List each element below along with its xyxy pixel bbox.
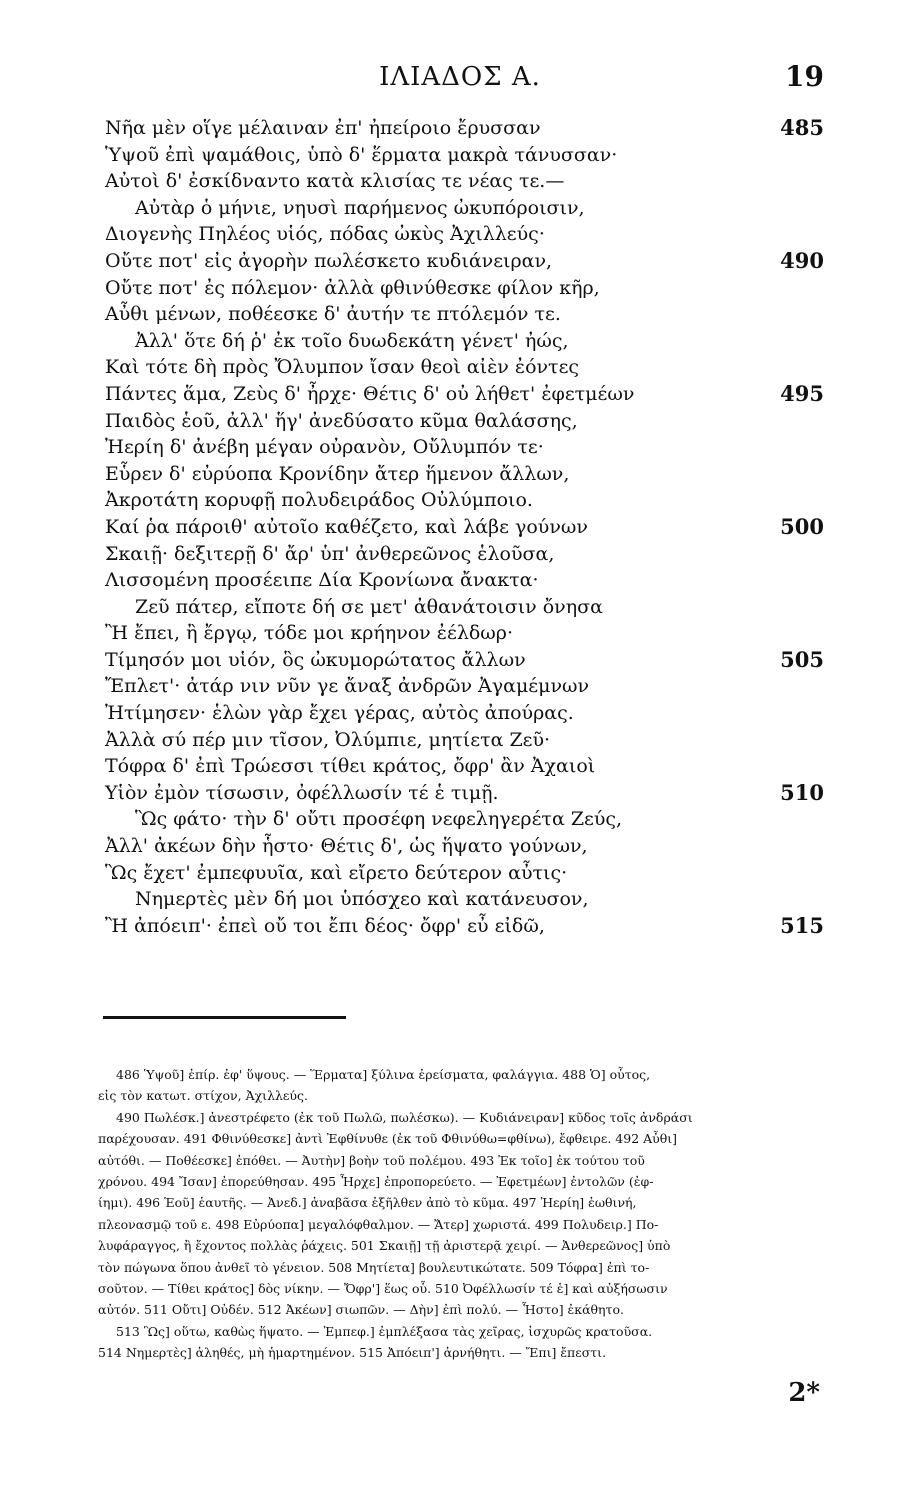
footnote-line: 514 Νημερτὲς] ἀληθές, μὴ ἡμαρτημένον. 515 Ἀπόειπ'] ἀρνήθητι. — Ἔπι] ἔπεστι.	[98, 1345, 607, 1361]
footnote-line: εἰς τὸν κατωτ. στίχον, Ἀχιλλεύς.	[98, 1088, 308, 1104]
verse-block	[0, 115, 920, 939]
footnote-line: 490 Πωλέσκ.] ἀνεστρέφετο (ἐκ τοῦ Πωλῶ, πωλέσκω). — Κυδιάνειραν] κῦδος τοῖς ἀνδράσι	[116, 1109, 693, 1125]
verse-line	[0, 115, 920, 142]
verse-line	[0, 753, 920, 780]
verse-text: Οὔτε ποτ' ἐς πόλεμον· ἀλλὰ φθινύθεσκε φίλον κῆρ,	[105, 276, 600, 299]
verse-text: Ὣς ἔχετ' ἐμπεφυυῖα, καὶ εἴρετο δεύτερον αὖτις·	[105, 861, 568, 884]
verse-line	[0, 886, 920, 913]
verse-text: Σκαιῇ· δεξιτερῇ δ' ἄρ' ὑπ' ἀνθερεῶνος ἑλοῦσα,	[105, 542, 555, 565]
running-title: ΙΛΙΑΔΟΣ Α.	[379, 62, 541, 92]
verse-text: Παιδὸς ἑοῦ, ἀλλ' ἥγ' ἀνεδύσατο κῦμα θαλάσσης,	[105, 409, 578, 432]
footnote-line: ίημι). 496 Ἑοῦ] ἑαυτῆς. — Ἀνεδ.] ἀναβᾶσα ἐξῆλθεν ἀπὸ τὸ κῦμα. 497 Ἠερίη] ἑωθινή,	[98, 1195, 637, 1211]
verse-text: Οὔτε ποτ' εἰς ἀγορὴν πωλέσκετο κυδιάνειραν,	[105, 249, 553, 272]
verse-line	[0, 434, 920, 461]
verse-line	[0, 221, 920, 248]
verse-line	[0, 673, 920, 700]
verse-line	[0, 168, 920, 195]
footnote-line: 513 Ὣς] οὕτω, καθὼς ἥψατο. — Ἐμπεφ.] ἐμπλέξασα τὰς χεῖρας, ἰσχυρῶς κρατοῦσα.	[116, 1323, 653, 1339]
verse-text: Αὐτοὶ δ' ἐσκίδναντο κατὰ κλισίας τε νέας τε.—	[105, 170, 565, 193]
line-number: 490	[780, 247, 824, 273]
line-number: 515	[780, 912, 824, 938]
verse-line	[0, 567, 920, 594]
verse-text: Εὗρεν δ' εὐρύοπα Κρονίδην ἄτερ ἥμενον ἄλλων,	[105, 462, 570, 485]
verse-text: Ὑψοῦ ἐπὶ ψαμάθοις, ὑπὸ δ' ἕρματα μακρὰ τάνυσσαν·	[105, 143, 618, 166]
verse-text: Νῆα μὲν οἵγε μέλαιναν ἐπ' ἠπείροιο ἔρυσσαν	[105, 117, 541, 139]
verse-text: Ζεῦ πάτερ, εἴποτε δή σε μετ' ἀθανάτοισιν ὄνησα	[135, 595, 603, 618]
verse-line	[0, 301, 920, 328]
footnote-line: παρέχουσαν. 491 Φθινύθεσκε] ἀντὶ Ἐφθίνυθε (ἐκ τοῦ Φθινύθω=φθίνω), ἔφθειρε. 492 Αὖθι]	[98, 1131, 678, 1147]
verse-line	[0, 541, 920, 568]
verse-text: Ἢ ἔπει, ἢ ἔργῳ, τόδε μοι κρήηνον ἐέλδωρ·	[105, 622, 513, 645]
footnote-line: λυφάραγγος, ἢ ἔχοντος πολλὰς ῥάχεις. 501 Σκαιῇ] τῇ ἀριστερᾷ χειρί. — Ἀνθερεῶνος] ὑπὸ	[98, 1238, 671, 1254]
footnote-rule	[103, 1016, 346, 1019]
verse-text: Ἀκροτάτη κορυφῇ πολυδειράδος Οὐλύμποιο.	[105, 489, 533, 512]
footnote-line: πλεονασμῷ τοῦ ε. 498 Εὐρύοπα] μεγαλόφθαλμον. — Ἄτερ] χωριστά. 499 Πολυδειρ.] Πο-	[98, 1216, 659, 1232]
verse-line	[0, 700, 920, 727]
verse-line	[0, 860, 920, 887]
verse-line	[0, 833, 920, 860]
verse-text: Νημερτὲς μὲν δή μοι ὑπόσχεο καὶ κατάνευσον,	[135, 888, 589, 911]
verse-line	[0, 195, 920, 222]
footnotes-block	[98, 1064, 798, 1363]
footnote-line: σοῦτον. — Τίθει κράτος] δὸς νίκην. — Ὄφρ'] ἕως οὗ. 510 Ὀφέλλωσίν τέ ἑ] καὶ αὐξήσωσιν	[98, 1280, 668, 1296]
verse-line	[0, 727, 920, 754]
verse-line	[0, 647, 920, 674]
verse-text: Καὶ τότε δὴ πρὸς Ὄλυμπον ἴσαν θεοὶ αἰὲν ἐόντες	[105, 356, 580, 379]
footnote-line: 486 Ὑψοῦ] ἐπίρ. ἐφ' ὕψους. — Ἕρματα] ξύλινα ἐρείσματα, φαλάγγια. 488 Ὁ] οὗτος,	[116, 1067, 651, 1082]
line-number: 510	[780, 779, 824, 805]
verse-line	[0, 328, 920, 355]
footnote-line: τὸν πώγωνα ὅπου ἀνθεῖ τὸ γένειον. 508 Μητίετα] βουλευτικώτατε. 509 Τόφρα] ἐπὶ το-	[98, 1259, 650, 1275]
verse-line	[0, 381, 920, 408]
verse-text: Πάντες ἅμα, Ζεὺς δ' ἦρχε· Θέτις δ' οὐ λήθετ' ἐφετμέων	[105, 382, 635, 405]
verse-text: Τόφρα δ' ἐπὶ Τρώεσσι τίθει κράτος, ὄφρ' ἂν Ἀχαιοὶ	[105, 755, 596, 778]
line-number: 485	[780, 115, 824, 140]
footnote-line: αὐτόν. 511 Οὔτι] Οὐδέν. 512 Ἀκέων] σιωπῶν. — Δὴν] ἐπὶ πολύ. — Ἧστο] ἐκάθητο.	[98, 1302, 624, 1318]
verse-line	[0, 275, 920, 302]
verse-line	[0, 913, 920, 940]
verse-text: Αὖθι μένων, ποθέεσκε δ' ἀυτήν τε πτόλεμόν τε.	[105, 303, 561, 326]
verse-text: Ἢ ἀπόειπ'· ἐπεὶ οὔ τοι ἔπι δέος· ὄφρ' εὖ εἰδῶ,	[105, 914, 545, 937]
verse-line	[0, 487, 920, 514]
verse-line	[0, 780, 920, 807]
verse-line	[0, 354, 920, 381]
verse-line	[0, 594, 920, 621]
verse-text: Ἠτίμησεν· ἑλὼν γὰρ ἔχει γέρας, αὐτὸς ἀπούρας.	[105, 702, 574, 725]
verse-text: Αὐτὰρ ὁ μήνιε, νηυσὶ παρήμενος ὠκυπόροισιν,	[135, 196, 585, 219]
verse-line	[0, 514, 920, 541]
verse-text: Ἀλλὰ σύ πέρ μιν τῖσον, Ὀλύμπιε, μητίετα Ζεῦ·	[105, 728, 551, 751]
verse-text: Διογενὴς Πηλέος υἱός, πόδας ὠκὺς Ἀχιλλεύς·	[105, 223, 545, 246]
verse-line	[0, 408, 920, 435]
verse-text: Ἠερίη δ' ἀνέβη μέγαν οὐρανὸν, Οὔλυμπόν τε·	[105, 436, 544, 459]
verse-line	[0, 142, 920, 169]
verse-text: Καί ῥα πάροιθ' αὐτοῖο καθέζετο, καὶ λάβε γούνων	[105, 515, 588, 538]
footnote-line: αὐτόθι. — Ποθέεσκε] ἐπόθει. — Ἀυτὴν] βοὴν τοῦ πολέμου. 493 Ἐκ τοῖο] ἐκ τούτου τοῦ	[98, 1152, 645, 1168]
verse-text: Λισσομένη προσέειπε Δία Κρονίωνα ἄνακτα·	[105, 569, 539, 592]
verse-line	[0, 620, 920, 647]
line-number: 495	[780, 380, 824, 406]
line-number: 500	[780, 513, 824, 539]
signature-mark: 2*	[788, 1378, 820, 1408]
page-number: 19	[785, 60, 824, 93]
verse-line	[0, 248, 920, 275]
line-number: 505	[780, 646, 824, 672]
running-header	[0, 60, 920, 100]
verse-text: Τίμησόν μοι υἱόν, ὃς ὠκυμορώτατος ἄλλων	[105, 648, 526, 671]
verse-text: Υἱὸν ἐμὸν τίσωσιν, ὀφέλλωσίν τέ ἑ τιμῇ.	[105, 781, 499, 804]
verse-text: Ἀλλ' ὅτε δή ῥ' ἐκ τοῖο δυωδεκάτη γένετ' ἠώς,	[135, 329, 569, 352]
verse-text: Ὣς φάτο· τὴν δ' οὔτι προσέφη νεφεληγερέτα Ζεύς,	[135, 808, 623, 831]
verse-text: Ἔπλετ'· ἀτάρ νιν νῦν γε ἄναξ ἀνδρῶν Ἀγαμέμνων	[105, 675, 590, 698]
verse-line	[0, 461, 920, 488]
verse-text: Ἀλλ' ἀκέων δὴν ἧστο· Θέτις δ', ὡς ἥψατο γούνων,	[105, 835, 588, 858]
verse-line	[0, 806, 920, 833]
footnote-line: χρόνου. 494 Ἴσαν] ἐπορεύθησαν. 495 Ἦρχε] ἐπροπορεύετο. — Ἐφετμέων] ἐντολῶν (ἐφ-	[98, 1173, 654, 1189]
